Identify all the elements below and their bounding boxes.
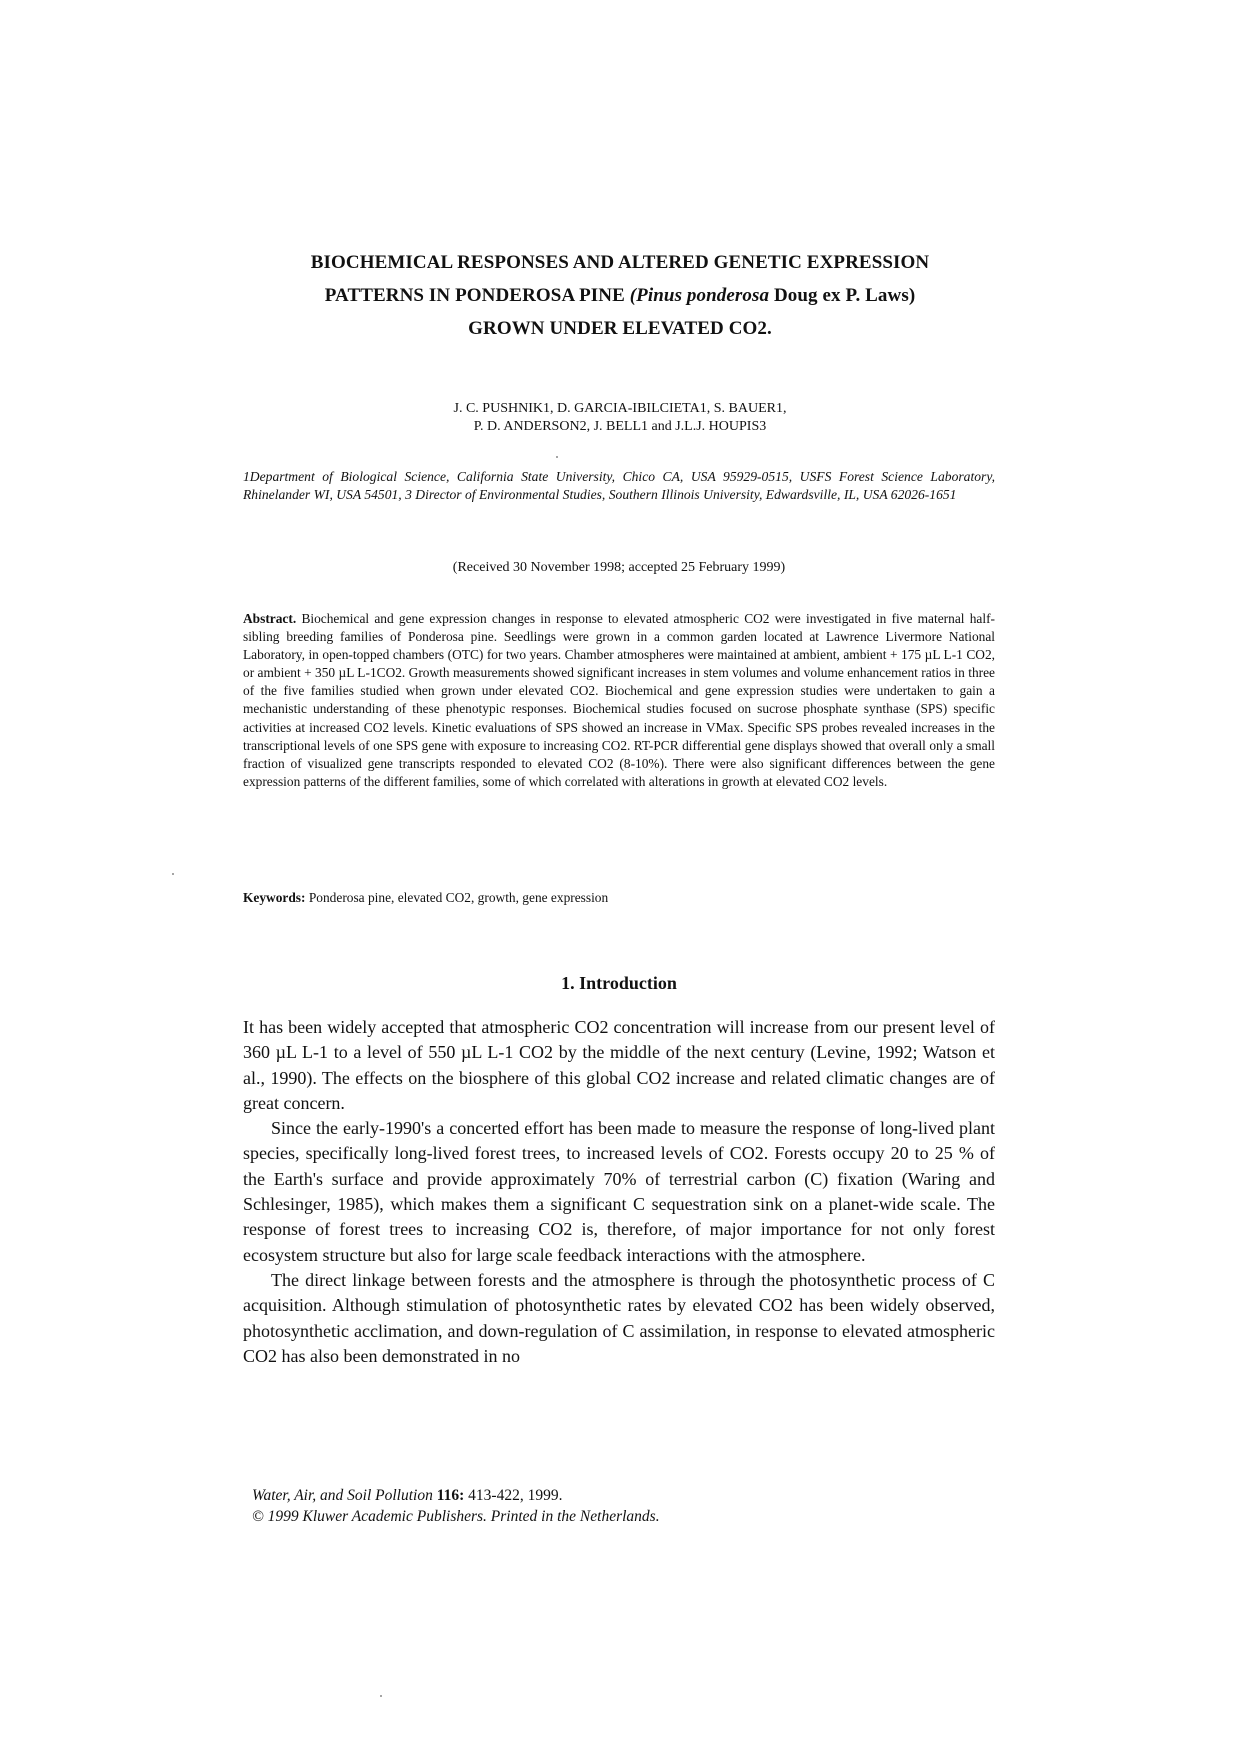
title-line-2-pre: PATTERNS IN PONDEROSA PINE	[324, 285, 630, 306]
title-line-1: BIOCHEMICAL RESPONSES AND ALTERED GENETIC EXPRESSION	[310, 252, 930, 273]
scan-speck	[556, 456, 558, 458]
scan-speck	[172, 873, 174, 875]
authors-line-2: P. D. ANDERSON2, J. BELL1 and J.L.J. HOUPIS3	[473, 419, 767, 434]
author-list	[300, 400, 940, 436]
abstract-label: Abstract.	[243, 611, 297, 626]
keywords	[243, 890, 995, 906]
title-line-2-post: Doug ex P. Laws)	[769, 285, 916, 306]
paragraph-2: Since the early-1990's a concerted effort has been made to measure the response of long-lived plant species, specifically long-lived forest trees, to increased levels of CO2. Forests occupy 20 to 25 % of the Earth's surface and provide approximately 70% of terrestrial carbon (C) fixation (Waring and Schlesinger, 1985), which makes them a significant C sequestration sink on a planet-wide scale. The response of forest trees to increasing CO2 is, therefore, of major importance for not only forest ecosystem structure but also for large scale feedback interactions with the atmosphere.	[243, 1118, 995, 1265]
introduction-body	[243, 1015, 995, 1369]
journal-citation	[252, 1485, 952, 1506]
scan-speck	[380, 1695, 382, 1697]
paper-title	[240, 246, 1000, 345]
abstract	[243, 610, 995, 791]
title-line-2-italic: (Pinus ponderosa	[629, 285, 770, 306]
publication-footer	[252, 1485, 952, 1527]
abstract-text: Biochemical and gene expression changes in response to elevated atmospheric CO2 were investigated in five maternal half-sibling breeding families of Ponderosa pine. Seedlings were grown in a common garden located at Lawrence Livermore National Laboratory, in open-topped chambers (OTC) for two years. Chamber atmospheres were maintained at ambient, ambient + 175 µL L-1 CO2, or ambient + 350 µL L-1CO2. Growth measurements showed significant increases in stem volumes and volume enhancement ratios in three of the five families studied when grown under elevated CO2. Biochemical and gene expression studies were undertaken to gain a mechanistic understanding of these phenotypic responses. Biochemical studies focused on sucrose phosphate synthase (SPS) specific activities at increased CO2 levels. Kinetic evaluations of SPS showed an increase in VMax. Specific SPS probes revealed increases in the transcriptional levels of one SPS gene with exposure to increasing CO2. RT-PCR differential gene displays showed that overall only a small fraction of visualized gene transcripts responded to elevated CO2 (8-10%). There were also significant differences between the gene expression patterns of the different families, some of which correlated with alterations in growth at elevated CO2 levels.	[243, 611, 995, 789]
journal-pages: 413-422, 1999.	[464, 1487, 563, 1504]
section-heading-introduction: 1. Introduction	[561, 973, 677, 993]
affiliations: 1Department of Biological Science, California State University, Chico CA, USA 95929-0515, USFS Forest Science Laboratory, Rhinelander WI, USA 54501, 3 Director of Environmental Studies, Southern Illinois University, Edwardsville, IL, USA 62026-1651	[243, 469, 995, 502]
keywords-text: Ponderosa pine, elevated CO2, growth, gene expression	[308, 890, 609, 905]
paragraph-3: The direct linkage between forests and the atmosphere is through the photosynthetic process of C acquisition. Although stimulation of photosynthetic rates by elevated CO2 has been widely observed, photosynthetic acclimation, and down-regulation of C assimilation, in response to elevated atmospheric CO2 has also been demonstrated in no	[243, 1269, 995, 1366]
paragraph-1: It has been widely accepted that atmospheric CO2 concentration will increase from our present level of 360 µL L-1 to a level of 550 µL L-1 CO2 by the middle of the next century (Levine, 1992; Watson et al., 1990). The effects on the biosphere of this global CO2 increase and related climatic changes are of great concern.	[243, 1017, 995, 1113]
journal-name: Water, Air, and Soil Pollution	[252, 1487, 433, 1504]
title-line-3: GROWN UNDER ELEVATED CO2.	[468, 318, 772, 339]
authors-line-1: J. C. PUSHNIK1, D. GARCIA-IBILCIETA1, S. BAUER1,	[453, 401, 787, 416]
copyright-line: © 1999 Kluwer Academic Publishers. Printed in the Netherlands.	[252, 1508, 660, 1525]
keywords-label: Keywords:	[243, 890, 306, 905]
received-dates: (Received 30 November 1998; accepted 25 February 1999)	[452, 560, 786, 575]
journal-volume: 116:	[436, 1487, 465, 1504]
title-line-2	[240, 279, 1000, 312]
